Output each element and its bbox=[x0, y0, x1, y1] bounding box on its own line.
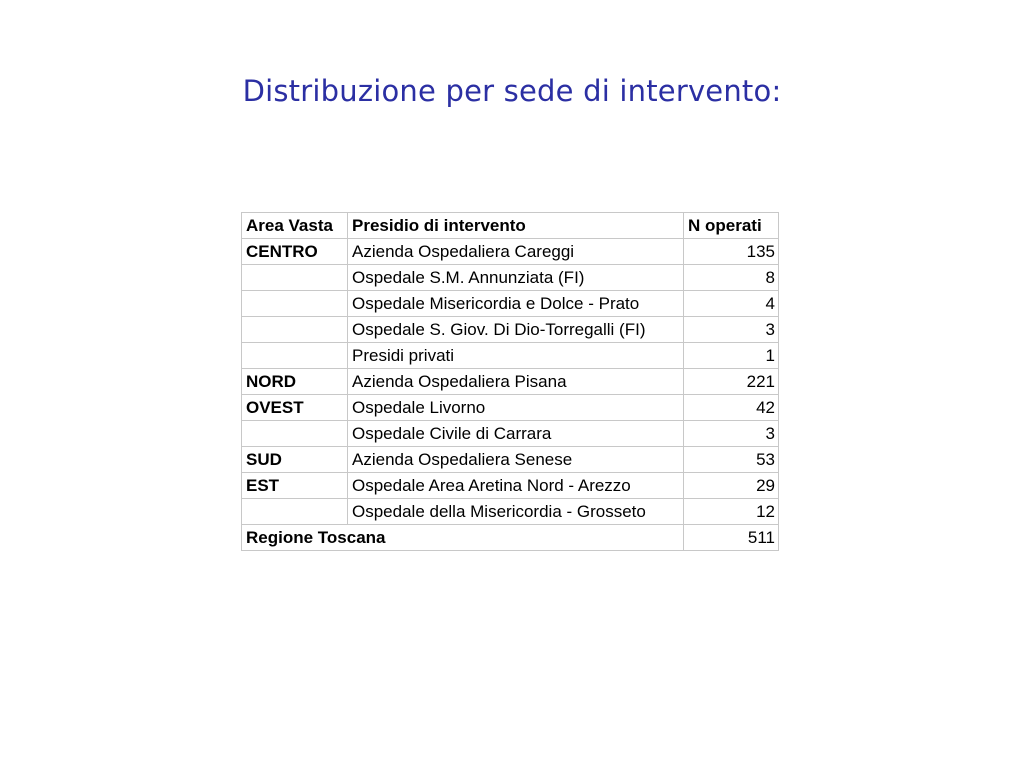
table-row bbox=[242, 395, 779, 421]
presidio-cell: Ospedale Misericordia e Dolce - Prato bbox=[348, 291, 684, 317]
table-row bbox=[242, 421, 779, 447]
n-operati-cell: 1 bbox=[684, 343, 779, 369]
header-area-vasta: Area Vasta bbox=[242, 213, 348, 239]
area-cell bbox=[242, 265, 348, 291]
n-operati-cell: 135 bbox=[684, 239, 779, 265]
area-cell bbox=[242, 291, 348, 317]
presidio-cell: Azienda Ospedaliera Senese bbox=[348, 447, 684, 473]
table-body bbox=[242, 213, 779, 551]
area-cell: NORD bbox=[242, 369, 348, 395]
header-presidio: Presidio di intervento bbox=[348, 213, 684, 239]
area-cell bbox=[242, 499, 348, 525]
total-value: 511 bbox=[684, 525, 779, 551]
presidio-cell: Ospedale S. Giov. Di Dio-Torregalli (FI) bbox=[348, 317, 684, 343]
area-cell: CENTRO bbox=[242, 239, 348, 265]
n-operati-cell: 3 bbox=[684, 421, 779, 447]
area-cell: EST bbox=[242, 473, 348, 499]
presidio-cell: Ospedale Livorno bbox=[348, 395, 684, 421]
table-row bbox=[242, 239, 779, 265]
n-operati-cell: 4 bbox=[684, 291, 779, 317]
presidio-cell: Ospedale Area Aretina Nord - Arezzo bbox=[348, 473, 684, 499]
presidio-cell: Ospedale della Misericordia - Grosseto bbox=[348, 499, 684, 525]
table-row bbox=[242, 343, 779, 369]
table-row bbox=[242, 291, 779, 317]
slide-title: Distribuzione per sede di intervento: bbox=[242, 74, 782, 108]
table-row bbox=[242, 447, 779, 473]
n-operati-cell: 8 bbox=[684, 265, 779, 291]
table-header-row bbox=[242, 213, 779, 239]
n-operati-cell: 221 bbox=[684, 369, 779, 395]
area-cell bbox=[242, 421, 348, 447]
presidio-cell: Ospedale S.M. Annunziata (FI) bbox=[348, 265, 684, 291]
presidio-cell: Presidi privati bbox=[348, 343, 684, 369]
table-row bbox=[242, 473, 779, 499]
header-n-operati: N operati bbox=[684, 213, 779, 239]
n-operati-cell: 12 bbox=[684, 499, 779, 525]
total-label: Regione Toscana bbox=[242, 525, 684, 551]
area-cell bbox=[242, 317, 348, 343]
n-operati-cell: 29 bbox=[684, 473, 779, 499]
table-row bbox=[242, 369, 779, 395]
n-operati-cell: 42 bbox=[684, 395, 779, 421]
table-row bbox=[242, 317, 779, 343]
area-cell: OVEST bbox=[242, 395, 348, 421]
area-cell: SUD bbox=[242, 447, 348, 473]
presidio-cell: Ospedale Civile di Carrara bbox=[348, 421, 684, 447]
presidio-cell: Azienda Ospedaliera Pisana bbox=[348, 369, 684, 395]
area-cell bbox=[242, 343, 348, 369]
n-operati-cell: 53 bbox=[684, 447, 779, 473]
table-total-row bbox=[242, 525, 779, 551]
table-row bbox=[242, 265, 779, 291]
presidio-cell: Azienda Ospedaliera Careggi bbox=[348, 239, 684, 265]
n-operati-cell: 3 bbox=[684, 317, 779, 343]
table-row bbox=[242, 499, 779, 525]
distribution-table bbox=[241, 212, 779, 551]
